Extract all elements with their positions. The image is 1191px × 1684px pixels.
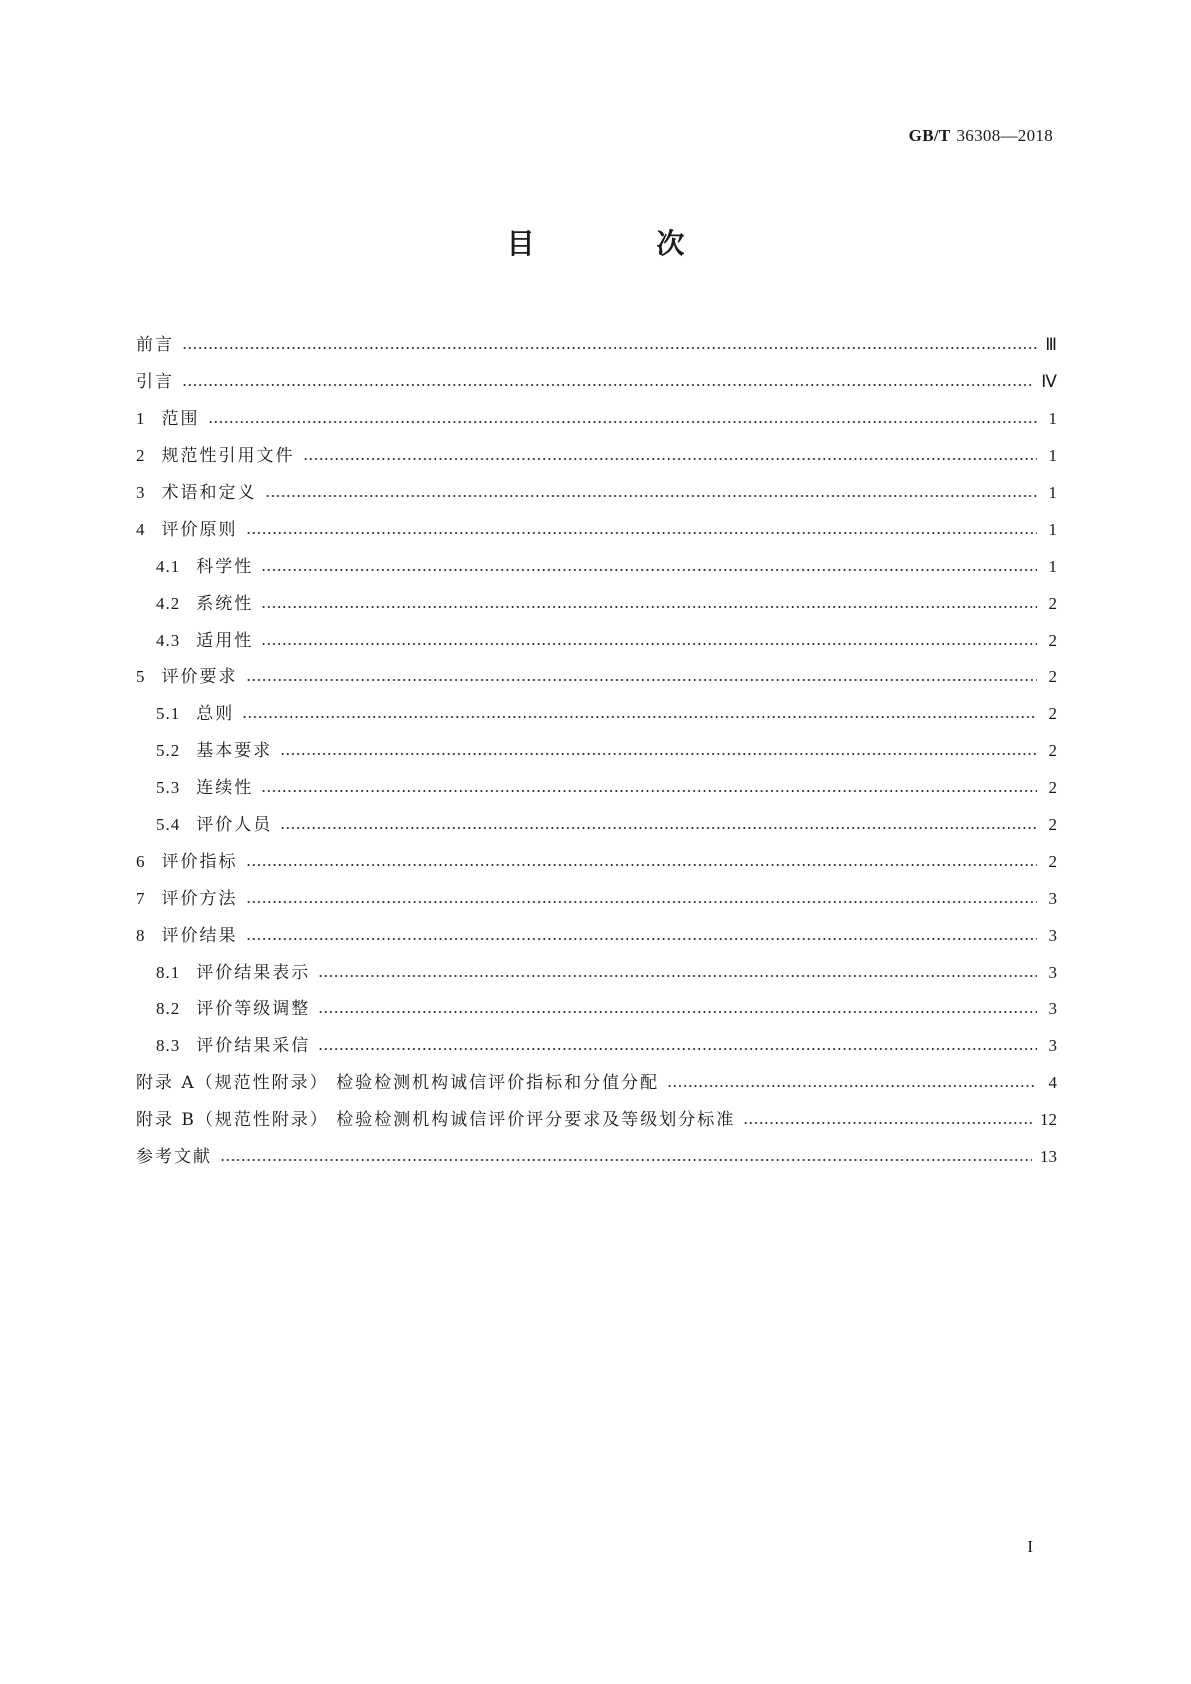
toc-entry[interactable] [136,1065,1057,1102]
toc-entry-label: 评价结果采信 [196,1036,311,1057]
toc-entry-page: 3 [1048,925,1057,945]
standard-number: 36308—2018 [956,126,1053,145]
toc-entry-page: 3 [1048,962,1057,982]
dot-leader [303,458,1038,460]
table-of-contents [136,327,1057,1175]
toc-entry-label: 评价指标 [161,851,238,872]
toc-entry[interactable] [136,1102,1057,1139]
toc-entry-page: 1 [1048,483,1057,502]
toc-entry-label: 附录 B（规范性附录） 检验检测机构诚信评价评分要求及等级划分标准 [136,1110,736,1131]
dot-leader [261,790,1037,792]
toc-entry-page: 1 [1048,556,1057,576]
toc-entry-page: 3 [1048,999,1057,1019]
dot-leader [261,606,1037,608]
toc-entry[interactable] [136,954,1057,991]
toc-entry-page: 2 [1048,630,1057,650]
dot-leader [667,1085,1037,1087]
toc-entry[interactable] [136,880,1057,917]
toc-entry-label: 评价要求 [161,667,238,688]
toc-entry-label: 参考文献 [136,1147,212,1168]
toc-entry[interactable] [136,327,1057,364]
toc-entry-page: 4 [1048,1073,1057,1093]
dot-leader [280,753,1037,755]
toc-entry[interactable] [136,917,1057,954]
page-number: I [1027,1537,1033,1556]
toc-entry-number: 8.1 [156,962,181,982]
dot-leader [261,569,1037,571]
dot-leader [743,1122,1032,1124]
toc-entry-label: 连续性 [196,778,254,799]
toc-entry[interactable] [136,770,1057,807]
toc-entry-page: 2 [1048,851,1057,871]
toc-entry-page: 1 [1048,446,1057,466]
toc-entry[interactable] [136,548,1057,585]
dot-leader [318,1011,1037,1013]
dot-leader [242,716,1037,718]
toc-entry-number: 4.2 [156,593,181,613]
toc-entry-label: 适用性 [196,630,254,651]
toc-entry[interactable] [136,475,1057,512]
toc-entry-page: Ⅳ [1041,372,1057,392]
dot-leader [246,532,1038,534]
dot-leader [318,975,1037,977]
toc-entry[interactable] [136,511,1057,548]
toc-entry[interactable] [136,659,1057,696]
toc-entry-label: 系统性 [196,593,254,614]
toc-entry-page: 13 [1040,1147,1057,1167]
toc-entry-number: 5 [136,667,146,687]
toc-entry-page: 2 [1048,704,1057,724]
dot-leader [208,421,1038,423]
toc-entry[interactable] [136,696,1057,733]
toc-entry[interactable] [136,733,1057,770]
toc-entry-label: 总则 [196,704,235,725]
dot-leader [318,1048,1037,1050]
toc-entry[interactable] [136,401,1057,438]
toc-entry[interactable] [136,807,1057,844]
toc-entry-page: 2 [1048,593,1057,613]
toc-entry[interactable] [136,1139,1057,1176]
toc-entry-label: 评价结果表示 [196,962,311,983]
toc-entry-label: 基本要求 [196,741,273,762]
toc-entry-number: 5.2 [156,741,181,761]
toc-entry-label: 范围 [161,409,200,430]
toc-entry-label: 科学性 [196,556,254,577]
toc-entry-label: 术语和定义 [161,483,257,503]
toc-entry-label: 评价人员 [196,815,273,836]
toc-entry-number: 4.1 [156,556,181,576]
toc-entry-page: 2 [1048,741,1057,761]
toc-entry-page: 2 [1048,815,1057,835]
toc-entry-page: Ⅲ [1045,335,1057,355]
toc-entry-label: 评价原则 [161,519,238,540]
toc-entry-page: 1 [1048,519,1057,539]
toc-entry-number: 7 [136,888,146,908]
dot-leader [182,384,1033,386]
toc-entry-label: 规范性引用文件 [161,446,295,467]
toc-entry-page: 3 [1048,1036,1057,1056]
toc-entry-number: 5.4 [156,815,181,835]
dot-leader [246,679,1038,681]
toc-entry-number: 8 [136,925,146,945]
dot-leader [265,495,1038,497]
toc-entry-label: 附录 A（规范性附录） 检验检测机构诚信评价指标和分值分配 [136,1073,660,1094]
toc-entry-page: 2 [1048,778,1057,798]
toc-entry-number: 5.1 [156,704,181,724]
toc-entry-page: 12 [1040,1110,1057,1130]
toc-entry-label: 前言 [136,335,174,356]
toc-entry-page: 3 [1048,888,1057,908]
toc-entry[interactable] [136,438,1057,475]
page-title: 目 次 [506,227,741,260]
toc-entry-label: 评价结果 [161,925,238,946]
toc-entry[interactable] [136,622,1057,659]
toc-entry-label: 评价等级调整 [196,999,311,1020]
dot-leader [246,901,1038,903]
toc-entry-number: 8.2 [156,999,181,1019]
toc-entry[interactable] [136,585,1057,622]
toc-entry-number: 8.3 [156,1036,181,1056]
toc-entry-number: 3 [136,483,146,502]
toc-entry-number: 5.3 [156,778,181,798]
dot-leader [261,643,1037,645]
dot-leader [246,938,1038,940]
toc-entry-number: 2 [136,446,146,466]
toc-entry-number: 4.3 [156,630,181,650]
toc-entry-number: 6 [136,851,146,871]
toc-entry[interactable] [136,1028,1057,1065]
dot-leader [246,864,1038,866]
standard-prefix: GB/T [908,126,951,145]
toc-entry-number: 1 [136,409,146,429]
toc-entry[interactable] [136,991,1057,1028]
toc-entry-page: 2 [1048,667,1057,687]
toc-entry-label: 引言 [136,372,174,393]
toc-entry-number: 4 [136,519,146,539]
dot-leader [220,1159,1032,1161]
toc-entry[interactable] [136,364,1057,401]
dot-leader [280,827,1037,829]
dot-leader [182,347,1037,349]
toc-entry[interactable] [136,843,1057,880]
toc-entry-page: 1 [1048,409,1057,429]
toc-entry-label: 评价方法 [161,888,238,909]
standard-code [909,126,1053,146]
